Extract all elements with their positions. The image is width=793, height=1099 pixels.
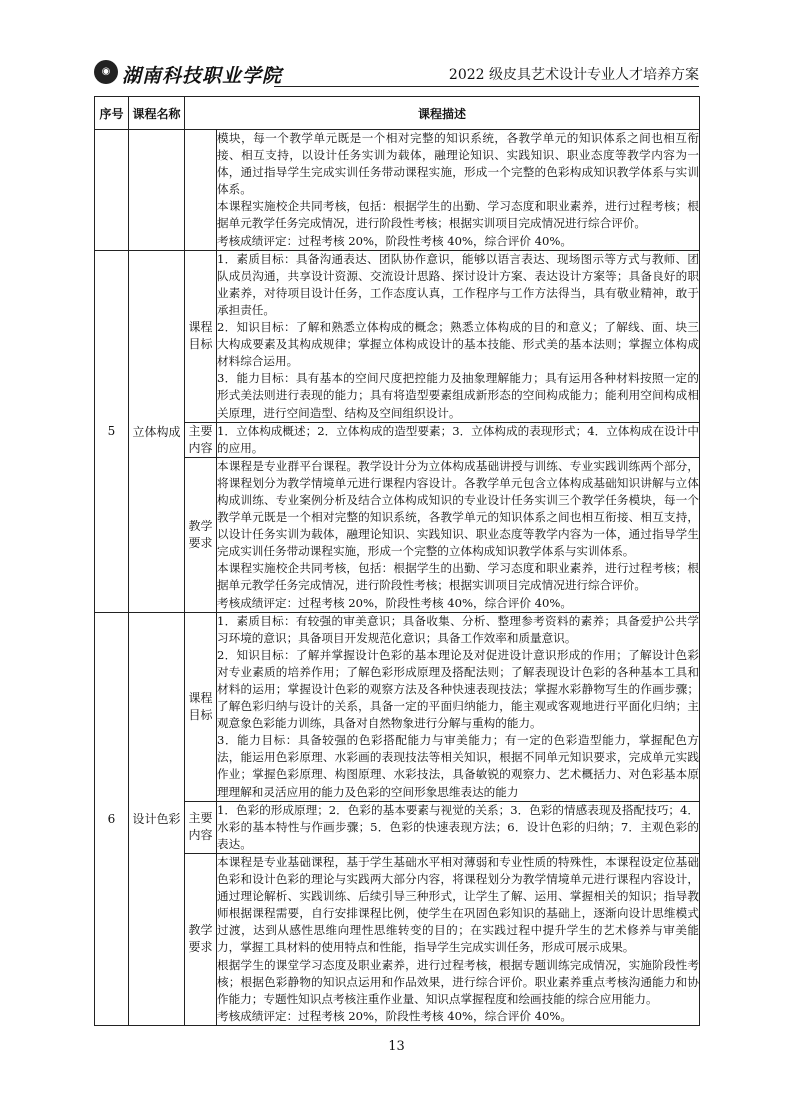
page-number: 13 — [388, 1039, 405, 1054]
header-course-description: 课程描述 — [185, 97, 700, 130]
content-label-6: 主要内容 — [185, 801, 217, 853]
school-name: 湖南科技职业学院 — [122, 65, 283, 87]
course-name-5: 立体构成 — [129, 250, 185, 612]
requirements-label-5: 教学要求 — [185, 457, 217, 612]
course-requirements-6: 本课程是专业基础课程，基于学生基础水平相对薄弱和专业性质的特殊性，本课程设定位基础色彩和设计色彩的理论与实践两大部分内容，将课程划分为教学情境单元进行课程内容设计，通过理论解析、实践训练、后续引导三种形式，让学生了解、运用、掌握相关的知识；指导教师根据课程需要，自行安排课程比例，使学生在巩固色彩知识的基础上，逐渐向设计思维模式过渡，达到从感性思维向理性思维转变的目的；在实践过程中提升学生的艺术修养与审美能力，掌握工具材料的使用特点和性能，指导学生完成实训任务，形成可展示成果。 根据学生的课堂学习态度及职业素养，进行过程考核，根据专题训练完成情况，实施阶段性考核；根据色彩静物的知识点运用和作品效果，进行综合评价。职业素养重点考核沟通能力和协作能力；专题性知识点考核注重作业量、知识点掌握程度和绘画技能的综合应用能力。 考核成绩评定：过程考核 20%，阶段性考核 40%，综合评价 40%。 — [217, 853, 700, 1025]
table-row-5-goal — [95, 250, 700, 422]
course-requirements-5: 本课程是专业群平台课程。教学设计分为立体构成基础讲授与训练、专业实践训练两个部分，将课程划分为教学情境单元进行课程内容设计。各教学单元包含立体构成基础知识讲解与立体构成训练、专业案例分析及结合立体构成知识的专业设计任务实训三个教学任务模块，每一个教学单元既是一个相对完整的知识系统，各教学单元的知识体系之间也相互衔接、相互支持，以设计任务实训为载体，融理论知识、实践知识、职业态度等教学内容为一体，通过指导学生完成实训任务带动课程实施，形成一个完整的立体构成知识教学体系与实训体系。 本课程实施校企共同考核，包括：根据学生的出勤、学习态度和职业素养，进行过程考核；根据单元教学任务完成情况，进行阶段性考核；根据实训项目完成情况进行综合评价。 考核成绩评定：过程考核 20%，阶段性考核 40%，综合评价 40%。 — [217, 457, 700, 612]
course-content-5: 1．立体构成概述；2．立体构成的造型要素；3．立体构成的表现形式；4．立体构成在设计中的应用。 — [217, 422, 700, 457]
table-row-5-content — [95, 422, 700, 457]
header-course-name: 课程名称 — [129, 97, 185, 130]
table-row-5-requirements — [95, 457, 700, 612]
document-title: 2022 级皮具艺术设计专业人才培养方案 — [448, 67, 699, 83]
goal-label-6: 课程目标 — [185, 612, 217, 801]
table-row-continued — [95, 130, 700, 251]
course-table — [94, 96, 700, 1026]
school-logo-icon: ◉ — [94, 60, 118, 84]
table-row-6-requirements — [95, 853, 700, 1025]
page-header — [94, 58, 699, 92]
course-goals-5: 1．素质目标：具备沟通表达、团队协作意识，能够以语言表达、现场图示等方式与教师、团队成员沟通，共享设计资源、交流设计思路、探讨设计方案、表达设计方案等；具备良好的职业素养，对待项目设计任务，工作态度认真，工作程序与工作方法得当，具有敬业精神，敢于承担责任。 2．知识目标：了解和熟悉立体构成的概念；熟悉立体构成的目的和意义；了解线、面、块三大构成要素及其构成规律；掌握立体构成设计的基本技能、形式美的基本法则；掌握立体构成材料综合运用。 3．能力目标：具有基本的空间尺度把控能力及抽象理解能力；具有运用各种材料按照一定的形式美法则进行表现的能力；具有将造型要素组成新形态的空间构成能力；能利用空间构成相关原理，进行空间造型、结构及空间组织设计。 — [217, 250, 700, 422]
header-index: 序号 — [95, 97, 129, 130]
header-divider — [274, 86, 699, 87]
course-name-6: 设计色彩 — [129, 612, 185, 1025]
table-row-6-goal — [95, 612, 700, 801]
continued-requirements: 模块，每一个教学单元既是一个相对完整的知识系统，各教学单元的知识体系之间也相互衔接、相互支持，以设计任务实训为载体，融理论知识、实践知识、职业态度等教学内容为一体，通过指导学生完成实训任务带动课程实施，形成一个完整的色彩构成知识教学体系与实训体系。 本课程实施校企共同考核，包括：根据学生的出勤、学习态度和职业素养，进行过程考核；根据单元教学任务完成情况，进行阶段性考核；根据实训项目完成情况进行综合评价。 考核成绩评定：过程考核 20%，阶段性考核 40%，综合评价 40%。 — [217, 130, 700, 251]
course-number-6: 6 — [95, 612, 129, 1025]
content-label-5: 主要内容 — [185, 422, 217, 457]
table-row-6-content — [95, 801, 700, 853]
course-content-6: 1．色彩的形成原理；2．色彩的基本要素与视觉的关系；3．色彩的情感表现及搭配技巧；4．水彩的基本特性与作画步骤；5．色彩的快速表现方法；6．设计色彩的归纳；7．主观色彩的表达。 — [217, 801, 700, 853]
goal-label-5: 课程目标 — [185, 250, 217, 422]
requirements-label-6: 教学要求 — [185, 853, 217, 1025]
course-goals-6: 1．素质目标：有较强的审美意识；具备收集、分析、整理参考资料的素养；具备爱护公共学习环境的意识；具备项目开发规范化意识；具备工作效率和质量意识。 2．知识目标：了解并掌握设计色彩的基本理论及对促进设计意识形成的作用；了解设计色彩对专业素质的培养作用；了解色彩形成原理及搭配法则；了解表现设计色彩的各种基本工具和材料的运用；掌握设计色彩的观察方法及各种快速表现技法；掌握水彩静物写生的作画步骤；了解色彩归纳与设计的关系，具备一定的平面归纳能力，能主观或客观地进行平面化归纳；主观意象色彩能力训练，具备对自然物象进行分解与重构的能力。 3．能力目标：具备较强的色彩搭配能力与审美能力；有一定的色彩造型能力，掌握配色方法，能运用色彩原理、水彩画的表现技法等相关知识，根据不同单元知识要求，完成单元实践作业；掌握色彩原理、构图原理、水彩技法，具备敏锐的观察力、艺术概括力、对色彩基本原理理解和灵活应用的能力及色彩的空间形象思维表达的能力 — [217, 612, 700, 801]
table-header-row — [95, 97, 700, 130]
course-number-5: 5 — [95, 250, 129, 612]
